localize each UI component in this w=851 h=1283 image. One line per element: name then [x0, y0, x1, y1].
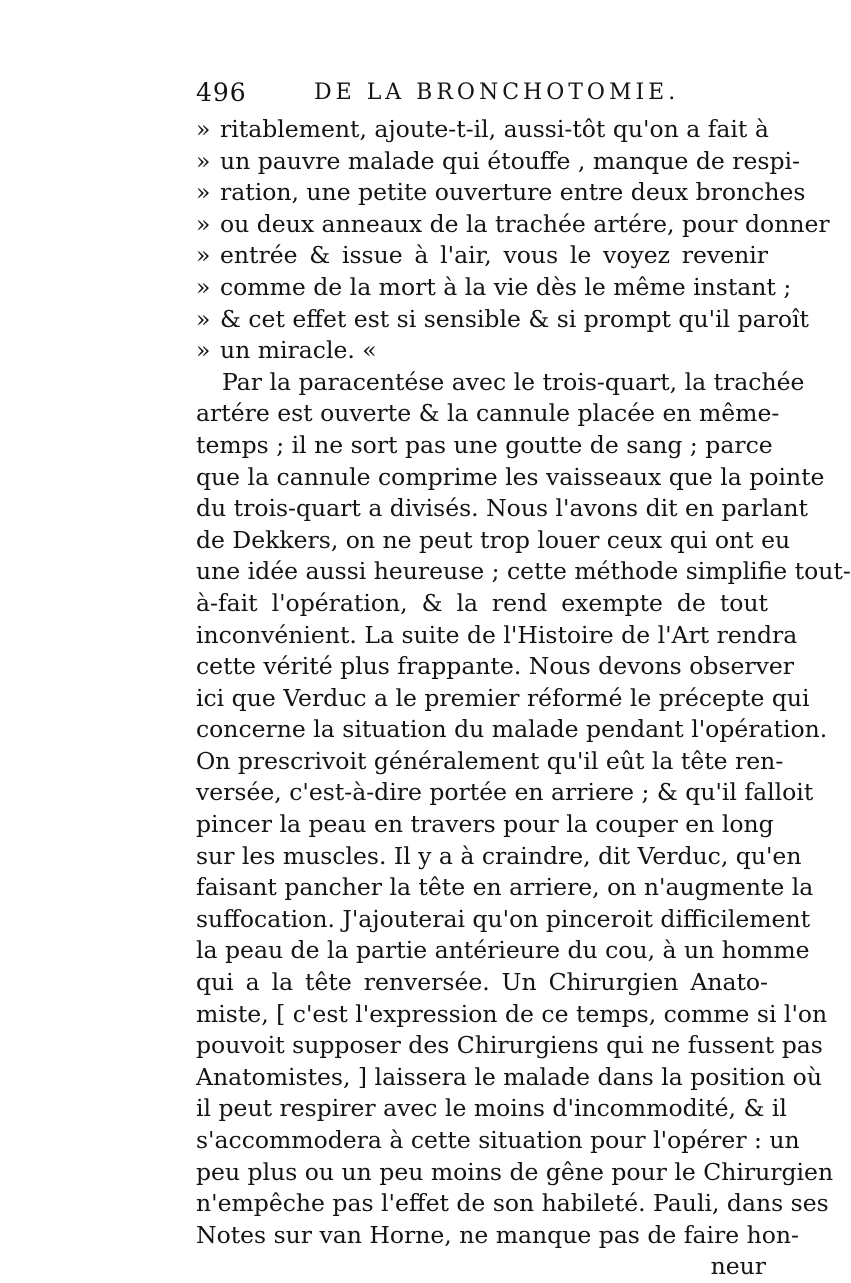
body-line: suffocation. J'ajouterai qu'on pinceroit difficilement — [196, 904, 811, 933]
quote-line — [196, 146, 800, 178]
quote-line-text: un pauvre malade qui étouffe , manque de respi- — [220, 146, 800, 175]
body-line: faisant pancher la tête en arriere, on n'augmente la — [196, 873, 814, 902]
body-line: pouvoit supposer des Chirurgiens qui ne fussent pas — [196, 1031, 823, 1060]
body-line: s'accommodera à cette situation pour l'opérer : un — [196, 1126, 800, 1154]
body-line: temps ; il ne sort pas une goutte de sang ; parce — [196, 430, 773, 459]
body-line: peu plus ou un peu moins de gêne pour le Chirurgien — [196, 1157, 834, 1186]
quote-line-text: comme de la mort à la vie dès le même instant ; — [220, 272, 792, 301]
body-line: versée, c'est-à-dire portée en arriere ; & qu'il falloit — [196, 778, 814, 807]
body-line: pincer la peau en travers pour la couper en long — [196, 810, 774, 839]
text-block — [196, 114, 851, 1283]
page-number: 496 — [196, 78, 247, 107]
body-line: cette vérité plus frappante. Nous devons observer — [196, 652, 794, 681]
quote-line-text: & cet effet est si sensible & si prompt qu'il paroît — [220, 304, 809, 333]
quote-line-text: un miracle. « — [220, 336, 377, 365]
quoted-passage — [196, 114, 830, 367]
body-line: miste, [ c'est l'expression de ce temps, comme si l'on — [196, 999, 828, 1028]
quote-line-text: entrée & issue à l'air, vous le voyez revenir — [220, 241, 768, 270]
quote-line — [196, 209, 830, 241]
body-line: Par la paracentése avec le trois-quart, la trachée — [222, 367, 805, 396]
guillemet-mark: » — [196, 336, 211, 365]
quote-line — [196, 114, 768, 146]
guillemet-mark: » — [196, 272, 211, 301]
body-line: à-fait l'opération, & la rend exempte de tout — [196, 588, 768, 617]
body-paragraph — [196, 367, 851, 1283]
body-line: du trois-quart a divisés. Nous l'avons dit en parlant — [196, 494, 808, 523]
body-line: On prescrivoit généralement qu'il eût la tête ren- — [196, 746, 784, 775]
guillemet-mark: » — [196, 115, 211, 143]
page-header — [196, 78, 770, 108]
body-line: sur les muscles. Il y a à craindre, dit Verduc, qu'en — [196, 841, 802, 870]
quote-line-text: ration, une petite ouverture entre deux bronches — [220, 178, 806, 207]
body-line: ici que Verduc a le premier réformé le précepte qui — [196, 683, 810, 712]
guillemet-mark: » — [196, 304, 211, 333]
guillemet-mark: » — [196, 209, 211, 238]
body-line: de Dekkers, on ne peut trop louer ceux qui ont eu — [196, 525, 791, 554]
body-line: il peut respirer avec le moins d'incommodité, & il — [196, 1094, 787, 1123]
running-title: DE LA BRONCHOTOMIE. — [314, 80, 680, 105]
quote-line-text: ou deux anneaux de la trachée artére, pour donner — [220, 209, 830, 238]
quote-line — [196, 335, 768, 367]
body-line: une idée aussi heureuse ; cette méthode simplifie tout- — [196, 557, 851, 586]
quote-line — [196, 177, 806, 209]
guillemet-mark: » — [196, 178, 211, 207]
quote-line — [196, 272, 792, 304]
body-line: Anatomistes, ] laissera le malade dans la position où — [196, 1062, 822, 1091]
body-line: que la cannule comprime les vaisseaux que la pointe — [196, 462, 825, 491]
catchword: neur — [710, 1252, 766, 1281]
guillemet-mark: » — [196, 241, 211, 270]
body-line: qui a la tête renversée. Un Chirurgien Anato- — [196, 968, 768, 997]
body-line: Notes sur van Horne, ne manque pas de faire hon- — [196, 1220, 799, 1249]
quote-line — [196, 240, 768, 272]
body-line: concerne la situation du malade pendant l'opération. — [196, 715, 828, 744]
quote-line — [196, 304, 809, 336]
guillemet-mark: » — [196, 146, 211, 175]
body-line: la peau de la partie antérieure du cou, à un homme — [196, 936, 810, 965]
body-line: inconvénient. La suite de l'Histoire de l'Art rendra — [196, 620, 798, 649]
body-line: n'empêche pas l'effet de son habileté. Pauli, dans ses — [196, 1189, 829, 1218]
body-line: artére est ouverte & la cannule placée en même- — [196, 399, 780, 428]
quote-line-text: ritablement, ajoute-t-il, aussi-tôt qu'on a fait à — [220, 115, 769, 143]
